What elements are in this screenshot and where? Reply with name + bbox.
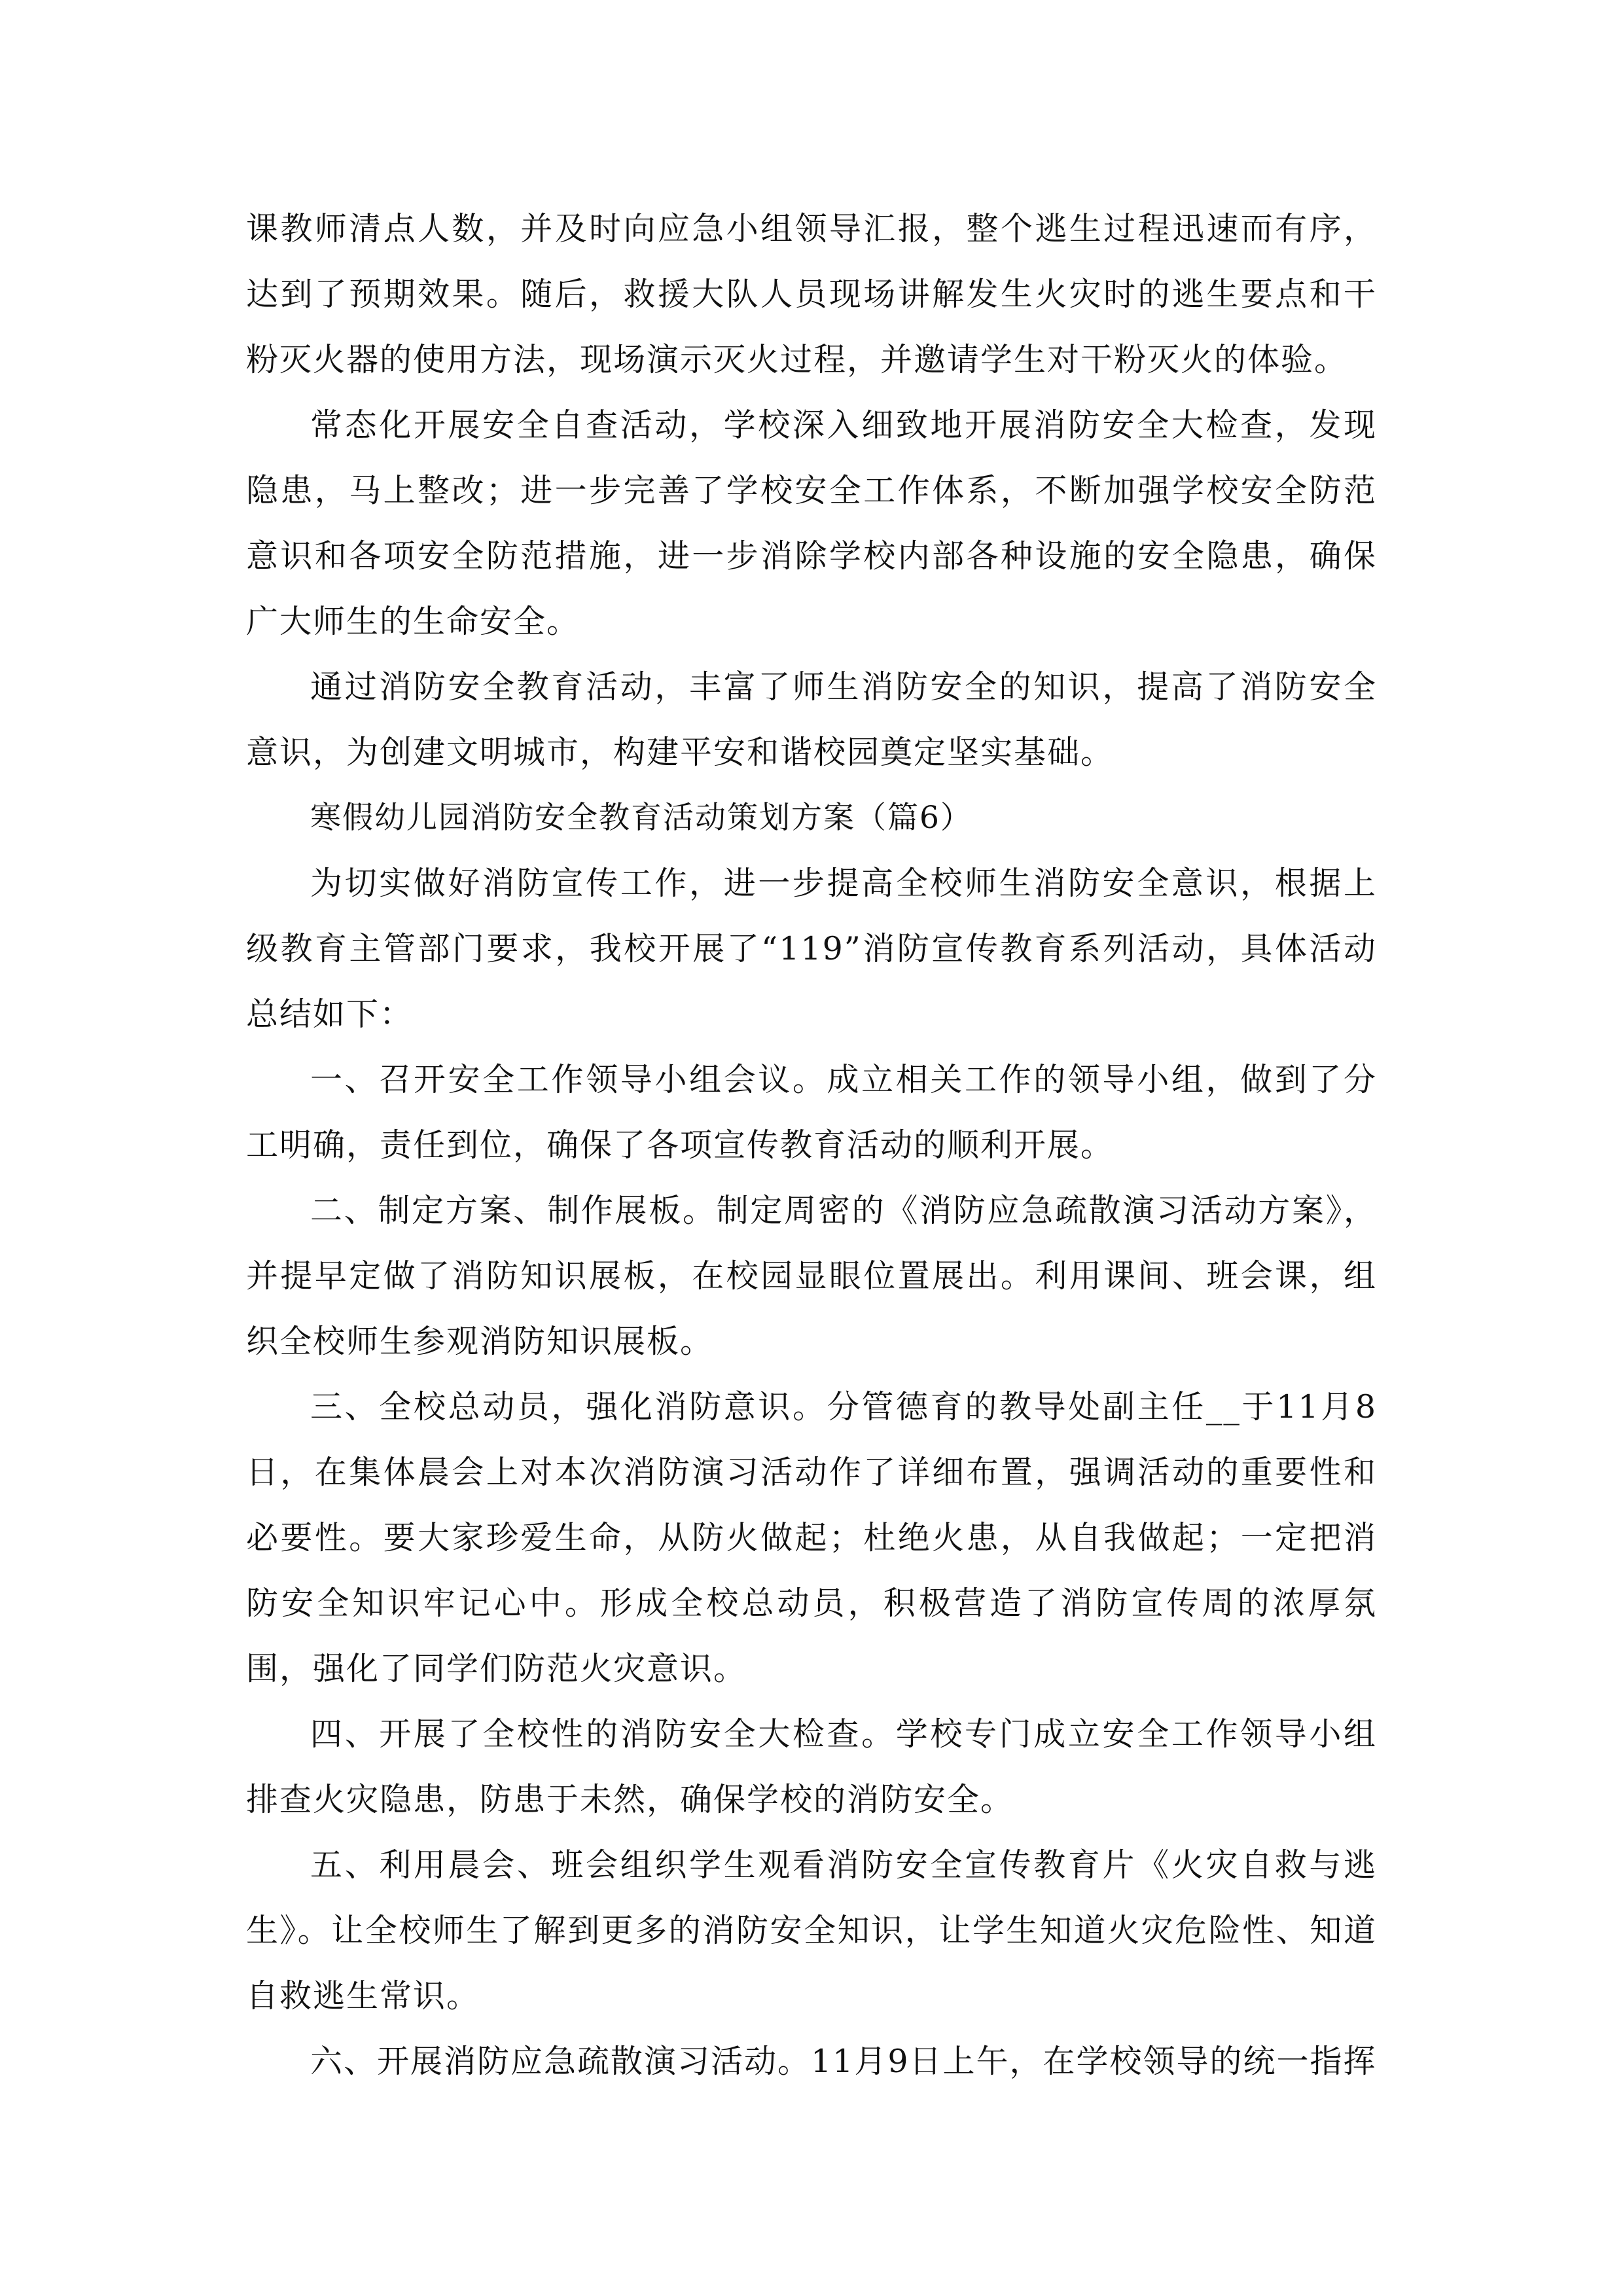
section-heading: 寒假幼儿园消防安全教育活动策划方案（篇6） [310,800,972,836]
paragraph-item-2: 二、制定方案、制作展板。制定周密的《消防应急疏散演习活动方案》，并提早定做了消防知识展板，在校园显眼位置展出。利用课间、班会课，组织全校师生参观消防知识展板。 [246,1192,1377,1360]
paragraph-item-5: 五、利用晨会、班会组织学生观看消防安全宣传教育片《火灾自救与逃生》。让全校师生了解到更多的消防安全知识，让学生知道火灾危险性、知道自救逃生常识。 [246,1846,1377,2015]
paragraph-item-4: 四、开展了全校性的消防安全大检查。学校专门成立安全工作领导小组排查火灾隐患，防患于未然，确保学校的消防安全。 [246,1715,1377,1818]
paragraph-item-6: 六、开展消防应急疏散演习活动。11月9日上午，在学校领导的统一指挥 [310,2043,1377,2080]
paragraph-item-3: 三、全校总动员，强化消防意识。分管德育的教导处副主任__于11月8日，在集体晨会上对本次消防演习活动作了详细布置，强调活动的重要性和必要性。要大家珍爱生命，从防火做起；杜绝火患，从自我做起；一定把消防安全知识牢记心中。形成全校总动员，积极营造了消防宣传周的浓厚氛围，强化了同学们防范火灾意识。 [246,1388,1377,1687]
document-body [246,196,1377,2094]
paragraph-continuation: 课教师清点人数，并及时向应急小组领导汇报，整个逃生过程迅速而有序，达到了预期效果。随后，救援大队人员现场讲解发生火灾时的逃生要点和干粉灭火器的使用方法，现场演示灭火过程，并邀请学生对干粉灭火的体验。 [246,210,1377,378]
paragraph-intro: 为切实做好消防宣传工作，进一步提高全校师生消防安全意识，根据上级教育主管部门要求，我校开展了“119”消防宣传教育系列活动，具体活动总结如下： [246,865,1377,1033]
paragraph-item-1: 一、召开安全工作领导小组会议。成立相关工作的领导小组，做到了分工明确，责任到位，确保了各项宣传教育活动的顺利开展。 [246,1061,1377,1164]
paragraph-conclusion: 通过消防安全教育活动，丰富了师生消防安全的知识，提高了消防安全意识，为创建文明城市，构建平安和谐校园奠定坚实基础。 [246,668,1377,771]
paragraph-self-inspection: 常态化开展安全自查活动，学校深入细致地开展消防安全大检查，发现隐患，马上整改；进一步完善了学校安全工作体系，不断加强学校安全防范意识和各项安全防范措施，进一步消除学校内部各种设施的安全隐患，确保广大师生的生命安全。 [246,406,1377,640]
